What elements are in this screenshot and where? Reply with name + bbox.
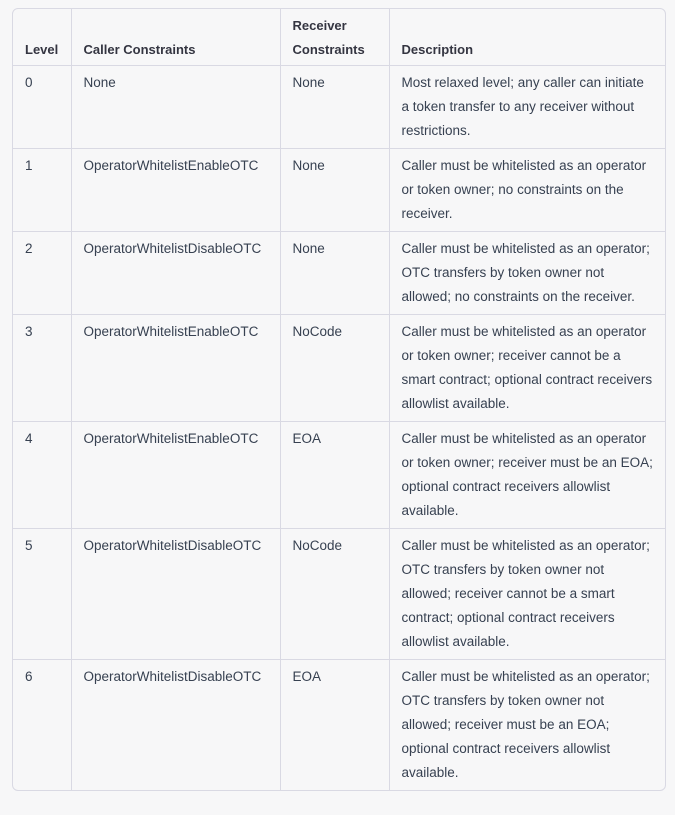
cell-receiver-constraints: None bbox=[280, 66, 389, 149]
transfer-security-table-container bbox=[12, 8, 666, 791]
cell-level: 0 bbox=[13, 66, 71, 149]
table-row bbox=[13, 232, 665, 315]
table-row bbox=[13, 422, 665, 529]
cell-receiver-constraints: None bbox=[280, 232, 389, 315]
table-row bbox=[13, 315, 665, 422]
cell-level: 2 bbox=[13, 232, 71, 315]
cell-level: 4 bbox=[13, 422, 71, 529]
cell-receiver-constraints: NoCode bbox=[280, 315, 389, 422]
cell-caller-constraints: OperatorWhitelistEnableOTC bbox=[71, 149, 280, 232]
cell-caller-constraints: OperatorWhitelistDisableOTC bbox=[71, 660, 280, 791]
table-row bbox=[13, 529, 665, 660]
cell-description: Caller must be whitelisted as an operator; OTC transfers by token owner not allowed; receiver cannot be a smart contract; optional contract receivers allowlist available. bbox=[389, 529, 665, 660]
cell-receiver-constraints: EOA bbox=[280, 422, 389, 529]
cell-description: Most relaxed level; any caller can initiate a token transfer to any receiver without restrictions. bbox=[389, 66, 665, 149]
cell-description: Caller must be whitelisted as an operator or token owner; receiver cannot be a smart contract; optional contract receivers allowlist available. bbox=[389, 315, 665, 422]
cell-receiver-constraints: EOA bbox=[280, 660, 389, 791]
cell-description: Caller must be whitelisted as an operator or token owner; receiver must be an EOA; optional contract receivers allowlist available. bbox=[389, 422, 665, 529]
table-header-row bbox=[13, 9, 665, 66]
cell-caller-constraints: OperatorWhitelistDisableOTC bbox=[71, 529, 280, 660]
cell-description: Caller must be whitelisted as an operator; OTC transfers by token owner not allowed; receiver must be an EOA; optional contract receivers allowlist available. bbox=[401, 669, 650, 780]
cell-description: Caller must be whitelisted as an operator or token owner; no constraints on the receiver. bbox=[389, 149, 665, 232]
cell-caller-constraints: OperatorWhitelistDisableOTC bbox=[71, 232, 280, 315]
transfer-security-table bbox=[13, 9, 665, 790]
table-row bbox=[13, 660, 665, 791]
header-level: Level bbox=[13, 9, 71, 66]
cell-caller-constraints: OperatorWhitelistEnableOTC bbox=[71, 315, 280, 422]
cell-caller-constraints: OperatorWhitelistEnableOTC bbox=[71, 422, 280, 529]
table-row bbox=[13, 66, 665, 149]
header-receiver-constraints: Receiver Constraints bbox=[280, 9, 389, 66]
cell-level: 1 bbox=[13, 149, 71, 232]
cell-receiver-constraints: NoCode bbox=[280, 529, 389, 660]
cell-level: 5 bbox=[13, 529, 71, 660]
cell-description: Caller must be whitelisted as an operator; OTC transfers by token owner not allowed; no constraints on the receiver. bbox=[389, 232, 665, 315]
cell-level: 6 bbox=[13, 660, 71, 791]
header-description: Description bbox=[389, 9, 665, 66]
cell-caller-constraints: None bbox=[71, 66, 280, 149]
cell-receiver-constraints: None bbox=[280, 149, 389, 232]
table-row bbox=[13, 149, 665, 232]
cell-level: 3 bbox=[13, 315, 71, 422]
header-caller-constraints: Caller Constraints bbox=[71, 9, 280, 66]
